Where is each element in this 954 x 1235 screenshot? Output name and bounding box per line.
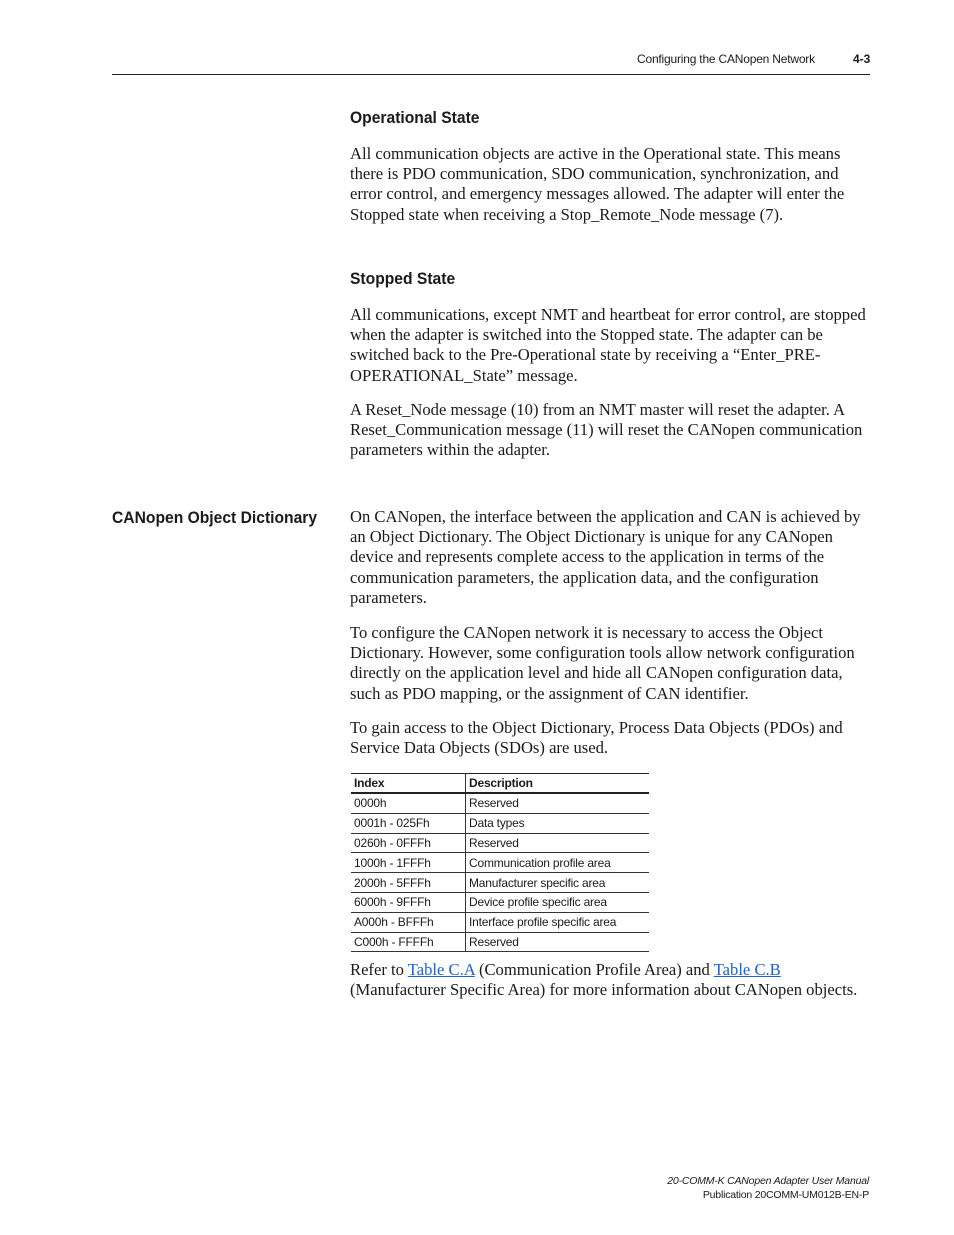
table-header-index: Index	[351, 774, 466, 794]
footer-publication: Publication 20COMM-UM012B-EN-P	[702, 1189, 869, 1201]
operational-state-heading: Operational State	[350, 108, 480, 127]
object-dictionary-paragraph-2: To configure the CANopen network it is necessary to access the Object Dictionary. However, some configuration tools allow network configuration directly on the application level and hide all CANopen configuration data, such as PDO mapping, or the assignment of CAN identifier.	[350, 623, 855, 703]
stopped-state-paragraph-2: A Reset_Node message (10) from an NMT master will reset the adapter. A Reset_Communication message (11) will reset the CANopen communication parameters within the adapter.	[350, 400, 863, 460]
table-c-a-link[interactable]: Table C.A	[407, 960, 475, 979]
object-dictionary-paragraph-1: On CANopen, the interface between the application and CAN is achieved by an Object Dictionary. The Object Dictionary is unique for any CANopen device and represents complete access to the application in terms of the communication parameters, the application data, and the configuration parameters.	[350, 507, 861, 607]
table-cell-description: Interface profile specific area	[466, 912, 650, 932]
refer-middle: (Communication Profile Area) and	[474, 960, 714, 979]
table-cell-index: 1000h - 1FFFh	[351, 853, 466, 873]
refer-paragraph	[350, 960, 870, 1000]
table-cell-description: Reserved	[466, 932, 650, 952]
table-header-row	[351, 774, 649, 794]
operational-state-paragraph: All communication objects are active in the Operational state. This means there is PDO communication, SDO communication, synchronization, and error control, and emergency messages allowed. The adapter will enter the Stopped state when receiving a Stop_Remote_Node message (7).	[350, 144, 845, 224]
table-row	[351, 873, 649, 893]
object-dictionary-table	[351, 773, 649, 952]
table-row	[351, 813, 649, 833]
table-row	[351, 793, 649, 813]
table-row	[351, 833, 649, 853]
table-row	[351, 892, 649, 912]
stopped-state-heading: Stopped State	[350, 269, 456, 288]
table-cell-index: 0000h	[351, 793, 466, 813]
table-cell-index: A000h - BFFFh	[351, 912, 466, 932]
table-row	[351, 912, 649, 932]
table-cell-index: 0001h - 025Fh	[351, 813, 466, 833]
table-cell-description: Reserved	[466, 793, 650, 813]
header-rule	[112, 74, 870, 75]
stopped-state-paragraph-1: All communications, except NMT and heartbeat for error control, are stopped when the adapter is switched into the Stopped state. The adapter can be switched back to the Pre-Operational state by receiving a “Enter_PRE-OPERATIONAL_State” message.	[350, 305, 866, 385]
table-cell-description: Communication profile area	[466, 853, 650, 873]
refer-suffix: (Manufacturer Specific Area) for more information about CANopen objects.	[350, 980, 858, 1000]
refer-prefix: Refer to	[350, 960, 408, 979]
table-cell-description: Reserved	[466, 833, 650, 853]
object-dictionary-heading: CANopen Object Dictionary	[112, 508, 318, 527]
table-cell-index: 0260h - 0FFFh	[351, 833, 466, 853]
table-cell-description: Device profile specific area	[466, 892, 650, 912]
table-cell-description: Data types	[466, 813, 650, 833]
running-head-title: Configuring the CANopen Network	[637, 52, 815, 66]
table-cell-index: C000h - FFFFh	[351, 932, 466, 952]
table-row	[351, 853, 649, 873]
table-row	[351, 932, 649, 952]
table-cell-index: 2000h - 5FFFh	[351, 873, 466, 893]
table-c-b-link[interactable]: Table C.B	[713, 960, 781, 979]
footer-manual-title: 20-COMM-K CANopen Adapter User Manual	[667, 1175, 869, 1187]
object-dictionary-paragraph-3: To gain access to the Object Dictionary, Process Data Objects (PDOs) and Service Data Objects (SDOs) are used.	[350, 718, 843, 758]
table-cell-description: Manufacturer specific area	[466, 873, 650, 893]
page-number: 4-3	[853, 52, 871, 66]
table-header-description: Description	[466, 774, 650, 794]
table-cell-index: 6000h - 9FFFh	[351, 892, 466, 912]
